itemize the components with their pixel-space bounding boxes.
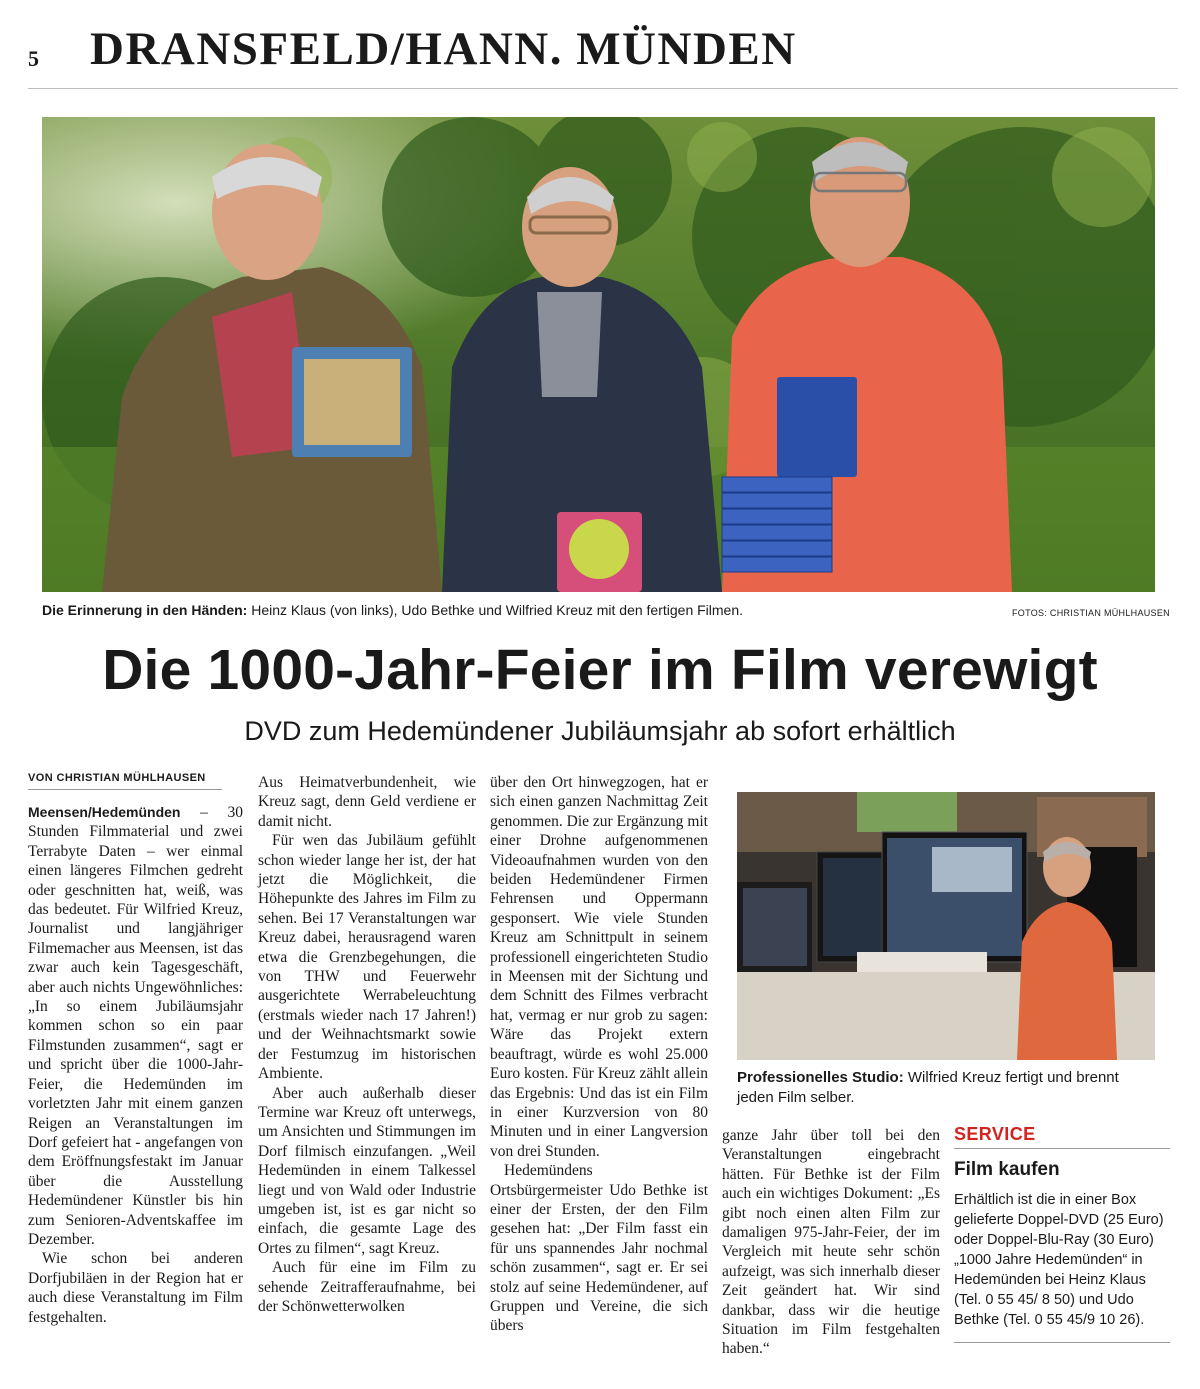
article-column-1 [28, 803, 243, 1327]
caption-lead: Professionelles Studio: [737, 1069, 904, 1086]
service-box [954, 1124, 1170, 1343]
studio-photo-caption [737, 1068, 1157, 1108]
service-title: Film kaufen [954, 1159, 1060, 1180]
service-label: SERVICE [954, 1124, 1170, 1149]
paragraph: ganze Jahr über toll bei den Veranstaltungen eingebracht hätten. Für Bethke ist der Film auch ein wichtiges Dokument: „Es gibt noch einen alten Film zur damaligen 975-Jahr-Feier, der im Vergleich mit heute sehr schön aufzeigt, was sich innerhalb dieser Zeit geändert hat. Wir sind dankbar, dass wir die heutige Situation im Film festgehalten haben.“ [722, 1127, 940, 1358]
caption-text: Heinz Klaus (von links), Udo Bethke und Wilfried Kreuz mit den fertigen Filmen. [247, 602, 744, 618]
caption-lead: Die Erinnerung in den Händen: [42, 602, 248, 618]
paragraph: Wie schon bei anderen Dorfjubiläen in der Region hat er auch diese Veranstaltung im Film festgehalten. [28, 1250, 243, 1326]
page-number: 5 [28, 46, 39, 71]
paragraph: Auch für eine im Film zu sehende Zeitrafferaufnahme, bei der Schönwetterwolken [258, 1259, 476, 1315]
paragraph: über den Ort hinwegzogen, hat er sich einen ganzen Nachmittag Zeit genommen. Die zur Ergänzung mit einer Drohne aufgenommenen Videoaufnahmen wurden von den beiden Hedemündener Firmen Fehrensen und Oppermann gesponsert. Wie viele Stunden Kreuz am Schnittpult in seinem professionell eingerichteten Studio in Meensen mit der Sichtung und dem Schnitt des Filmes verbracht hat, vermag er nur grob zu sagen: Wäre das Projekt extern beauftragt, würde es wohl 25.000 Euro kosten. Für Kreuz zählt allein das Ergebnis: Und das ist ein Film in einer Kurzversion von 80 Minuten und in einer Langversion von drei Stunden. [490, 774, 708, 1160]
subheadline: DVD zum Hedemündener Jubiläumsjahr ab sofort erhältlich [244, 716, 956, 746]
studio-photo [737, 792, 1155, 1060]
paragraph: Meensen/Hedemünden – 30 Stunden Filmmaterial und zwei Terrabyte Daten – wer einmal einen längeres Filmchen gedreht oder geschnitten hat, weiß, was das bedeutet. Für Wilfried Kreuz, Journalist und langjähriger Filmemacher aus Meensen, ist das zwar auch kein Tagesgeschäft, aber auch nichts Ungewöhnliches: „In so einem Jubiläumsjahr kommen schon so ein paar Filmstunden zusammen“, sagt er und spricht über die 1000-Jahr-Feier, die Hedemünden im vorletzten Jahr mit einem ganzen Reigen an Veranstaltungen im Dorf gefeiert hat - angefangen von dem Eröffnungsfestakt im Januar über die Ausstellung Hedemündener Künstler bis hin zum Senioren-Adventskaffee im Dezember. [28, 804, 243, 1248]
service-text: Erhältlich ist die in einer Box gelieferte Doppel-DVD (25 Euro) oder Doppel-Blu-Ray (30 Euro) „1000 Jahre Hedemünden“ in Hedemünden bei Heinz Klaus (Tel. 0 55 45/ 8 50) und Udo Bethke (Tel. 0 55 45/9 10 26). [954, 1190, 1170, 1343]
dateline: Meensen/Hedemünden [28, 804, 181, 820]
article-column-3 [490, 773, 708, 1336]
photo-credit: FOTOS: CHRISTIAN MÜHLHAUSEN [1012, 608, 1170, 618]
paragraph: Aus Heimatverbundenheit, wie Kreuz sagt, denn Geld verdiene er damit nicht. [258, 774, 476, 830]
headline: Die 1000-Jahr-Feier im Film verewigt [102, 638, 1098, 702]
paragraph: Hedemündens Ortsbürgermeister Udo Bethke ist einer der Ersten, der den Film gesehen hat: „Der Film fasst ein für uns spannendes Jahr nochmal schön zusammen“, sagt er. Er sei stolz auf seine Hedemündener, auf Gruppen und Vereine, die sich übers [490, 1162, 708, 1335]
caption-text: Wilfried Kreuz fertigt und brennt jeden Film selber. [737, 1069, 1119, 1106]
article-column-2 [258, 773, 476, 1316]
section-title: DRANSFELD/HANN. MÜNDEN [90, 23, 797, 75]
main-photo-caption [42, 600, 942, 620]
main-photo [42, 117, 1155, 592]
byline: VON CHRISTIAN MÜHLHAUSEN [28, 772, 222, 790]
page-header [28, 18, 1178, 89]
paragraph: Für wen das Jubiläum gefühlt schon wieder lange her ist, der hat jetzt die Möglichkeit, die Höhepunkte des Jahres im Film zu sehen. Bei 17 Veranstaltungen war Kreuz dabei, herausragend waren etwa die Grenzbegehungen, die von THW und Feuerwehr ausgerichtete Werrabeleuchtung (erstmals wieder nach 17 Jahren!) und der Weihnachtsmarkt sowie der Festumzug im historischen Ambiente. [258, 832, 476, 1083]
article-column-4 [722, 1126, 940, 1359]
paragraph: Aber auch außerhalb dieser Termine war Kreuz oft unterwegs, um Ansichten und Stimmungen im Dorf filmisch einzufangen. „Weil Hedemünden in einem Talkessel liegt und von Wald oder Industrie umgeben ist, ist es gar nicht so einfach, die gesamte Lage des Ortes zu filmen“, sagt Kreuz. [258, 1084, 476, 1257]
